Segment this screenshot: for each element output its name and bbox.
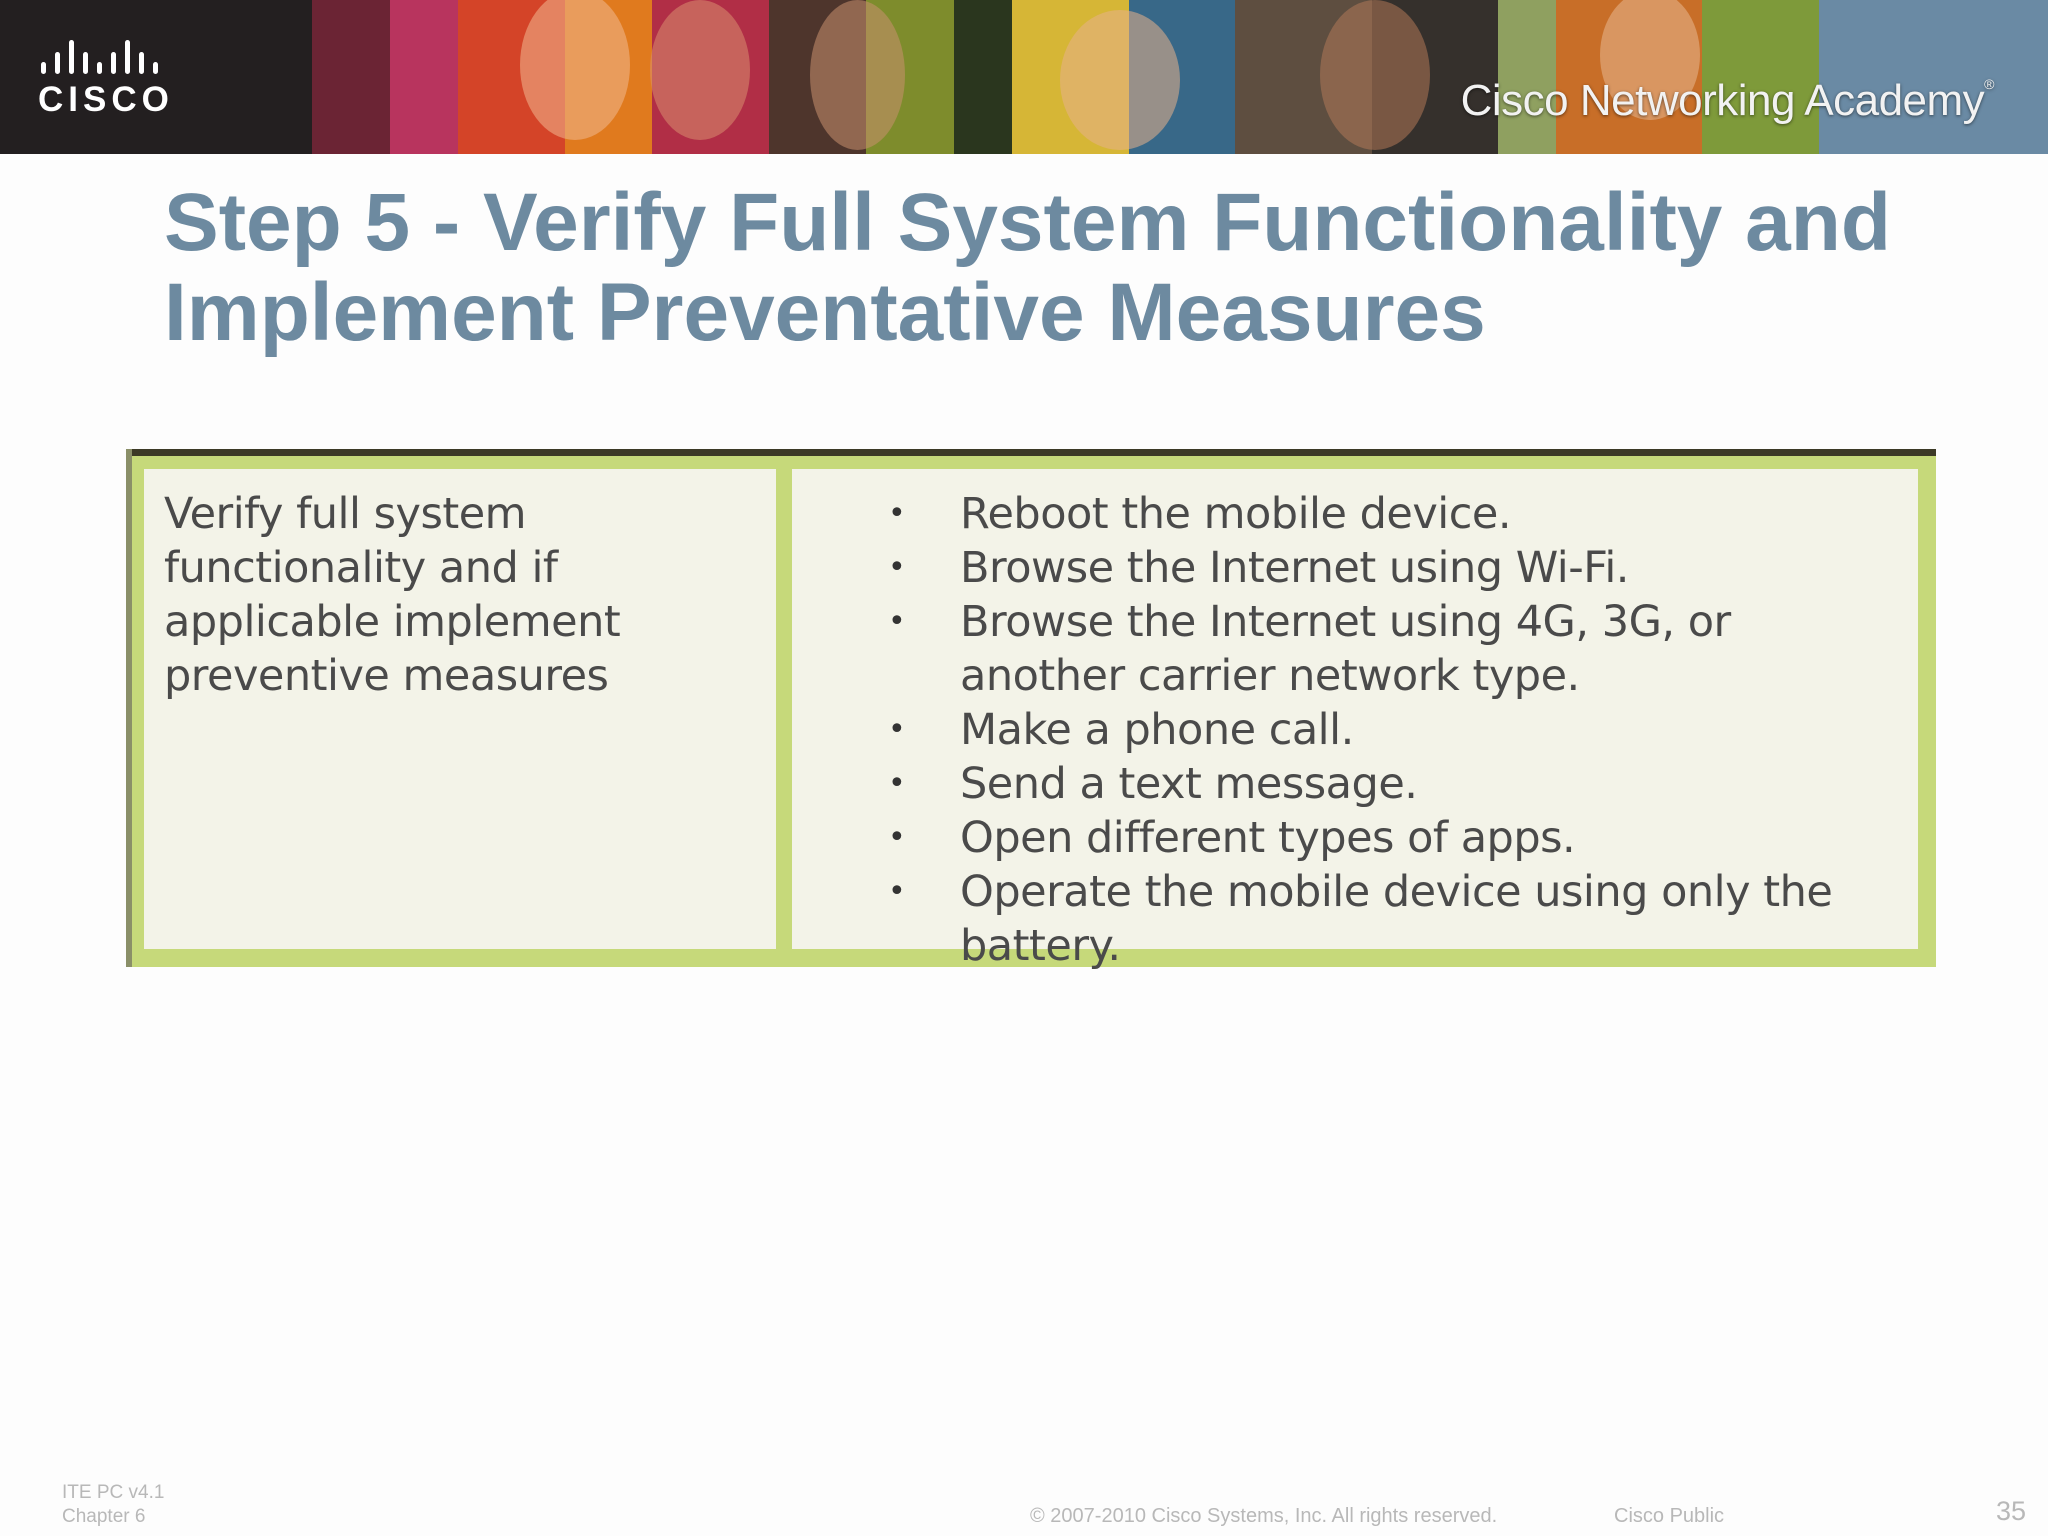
academy-text: Cisco Networking Academy: [1460, 76, 1985, 125]
footer-classification: Cisco Public: [1614, 1505, 1725, 1527]
footer-copyright: © 2007-2010 Cisco Systems, Inc. All rights reserved.: [1030, 1505, 1498, 1527]
cisco-bars-icon: [41, 40, 188, 74]
bullet-icon: •: [888, 712, 906, 747]
action-list: [792, 487, 1918, 973]
action-list-item: [792, 703, 1918, 757]
footer-version: [62, 1481, 164, 1529]
bullet-icon: •: [888, 550, 906, 585]
bullet-icon: •: [888, 604, 906, 639]
content-table: [126, 449, 1936, 971]
footer-version-line1: ITE PC v4.1: [62, 1482, 165, 1503]
action-text: Open different types of apps.: [960, 813, 1576, 863]
cisco-logo: [38, 40, 188, 120]
bullet-icon: •: [888, 874, 906, 909]
header-banner: [0, 0, 2048, 154]
bullet-icon: •: [888, 496, 906, 531]
action-text: Send a text message.: [960, 759, 1418, 809]
table-actions-cell: [792, 469, 1918, 971]
action-text: Browse the Internet using Wi-Fi.: [960, 543, 1629, 593]
action-text: Make a phone call.: [960, 705, 1354, 755]
cisco-wordmark: CISCO: [38, 80, 174, 119]
page-number: 35: [1996, 1496, 2027, 1526]
action-list-item: [792, 865, 1918, 973]
action-text: Browse the Internet using 4G, 3G, or another carrier network type.: [960, 597, 1731, 701]
academy-brand: [1461, 76, 1994, 126]
action-list-item: [792, 811, 1918, 865]
table-step-cell: [144, 469, 776, 949]
action-text: Operate the mobile device using only the battery.: [960, 867, 1833, 971]
step-description: Verify full system functionality and if applicable implement preventive measures: [164, 489, 621, 701]
slide-title: [164, 178, 1964, 358]
action-list-item: [792, 757, 1918, 811]
action-text: Reboot the mobile device.: [960, 489, 1511, 539]
action-list-item: [792, 595, 1918, 703]
footer-version-line2: Chapter 6: [62, 1506, 146, 1527]
bullet-icon: •: [888, 820, 906, 855]
slide-title-line1: Step 5 - Verify Full System Functionality and: [164, 177, 1891, 268]
table-top-rule: [126, 449, 1936, 456]
bullet-icon: •: [888, 766, 906, 801]
slide-title-line2: Implement Preventative Measures: [164, 267, 1486, 358]
action-list-item: [792, 487, 1918, 541]
registered-mark: ®: [1984, 76, 1994, 92]
action-list-item: [792, 541, 1918, 595]
table-left-rule: [126, 449, 132, 967]
